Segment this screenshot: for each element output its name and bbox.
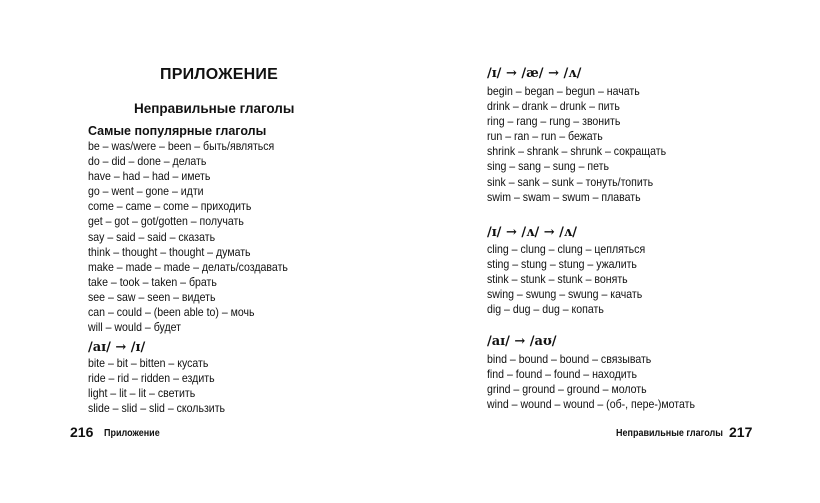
verb-entry: stink – stunk – stunk – вонять (487, 272, 628, 287)
group-ai-heading: /aɪ/ → /ɪ/ (88, 340, 146, 355)
running-footer-right: Неправильные глаголы (616, 428, 723, 439)
verb-entry: get – got – got/gotten – получать (88, 214, 244, 229)
group-3-heading: /aɪ/ → /aʊ/ (487, 334, 557, 349)
verb-entry: go – went – gone – идти (88, 184, 204, 199)
group-1-heading: /ɪ/ → /æ/ → /ʌ/ (487, 66, 582, 81)
group-2-heading: /ɪ/ → /ʌ/ → /ʌ/ (487, 225, 577, 240)
verb-entry: sink – sank – sunk – тонуть/топить (487, 174, 654, 189)
verb-entry: say – said – said – сказать (88, 229, 216, 244)
verb-entry: drink – drank – drunk – пить (487, 99, 620, 114)
verb-entry: bite – bit – bitten – кусать (88, 356, 209, 370)
verb-entry: ride – rid – ridden – ездить (88, 371, 215, 386)
group-ai-verbs-list (88, 356, 244, 416)
verb-entry: slide – slid – slid – скользить (88, 401, 226, 416)
verb-entry: think – thought – thought – думать (88, 244, 251, 259)
verb-entry: see – saw – seen – видеть (88, 289, 216, 304)
verb-entry: have – had – had – иметь (88, 169, 211, 184)
right-page (410, 0, 820, 503)
group-3-verbs-list (487, 352, 723, 412)
appendix-title: ПРИЛОЖЕНИЕ (160, 66, 278, 83)
verb-entry: cling – clung – clung – цепляться (487, 242, 646, 256)
verb-entry: dig – dug – dug – копать (487, 302, 604, 317)
verb-entry: bind – bound – bound – связывать (487, 352, 652, 366)
verb-entry: shrink – shrank – shrunk – сокращать (487, 144, 667, 159)
group-1-verbs-list (487, 84, 691, 205)
verb-entry: make – made – made – делать/создавать (88, 259, 288, 274)
verb-entry: come – came – come – приходить (88, 199, 252, 214)
verb-entry: can – could – (been able to) – мочь (88, 305, 255, 320)
verb-entry: sting – stung – stung – ужалить (487, 257, 637, 272)
verb-entry: begin – began – begun – начать (487, 84, 640, 98)
verb-entry: wind – wound – wound – (об-, пере-)мотать (487, 397, 695, 412)
verb-entry: will – would – будет (88, 320, 182, 335)
verb-entry: swim – swam – swum – плавать (487, 189, 641, 204)
running-footer-left: Приложение (104, 428, 160, 439)
verb-entry: find – found – found – находить (487, 367, 638, 382)
popular-verbs-list (88, 139, 315, 335)
subsection-title: Самые популярные глаголы (88, 124, 267, 138)
page-number-left: 216 (70, 424, 94, 440)
page-number-right: 217 (729, 424, 753, 440)
verb-entry: light – lit – lit – светить (88, 386, 196, 401)
verb-entry: sing – sang – sung – петь (487, 159, 609, 174)
verb-entry: do – did – done – делать (88, 154, 207, 169)
group-2-verbs-list (487, 242, 667, 317)
verb-entry: be – was/were – been – быть/являться (88, 139, 275, 153)
section-title: Неправильные глаголы (134, 101, 295, 116)
verb-entry: swing – swung – swung – качать (487, 287, 643, 302)
verb-entry: ring – rang – rung – звонить (487, 114, 621, 129)
verb-entry: run – ran – run – бежать (487, 129, 603, 144)
verb-entry: grind – ground – ground – молоть (487, 382, 647, 397)
verb-entry: take – took – taken – брать (88, 274, 217, 289)
